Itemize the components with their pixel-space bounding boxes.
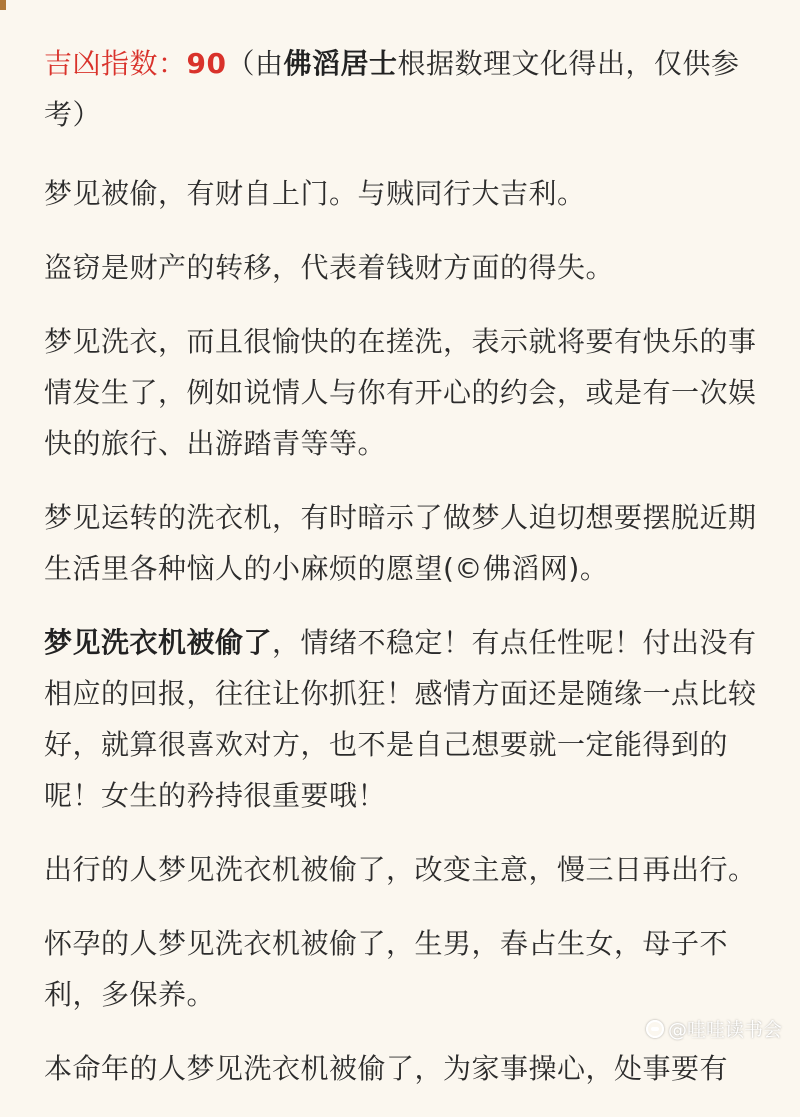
- chat-bubble-icon: [646, 1020, 664, 1038]
- source-suffix: 根据数理文化得出，仅供参考）: [44, 47, 740, 131]
- paragraph-3: 梦见洗衣，而且很愉快的在搓洗，表示就将要有快乐的事情发生了，例如说情人与你有开心的约会，或是有一次娱快的旅行、出游踏青等等。: [44, 325, 757, 460]
- left-accent-bar: [0, 0, 6, 10]
- paragraph-7: 怀孕的人梦见洗衣机被偷了，生男，春占生女，母子不利，多保养。: [44, 927, 729, 1011]
- paragraph-8: 本命年的人梦见洗衣机被偷了，为家事操心，处事要有: [44, 1052, 729, 1085]
- paragraph-1: 梦见被偷，有财自上门。与贼同行大吉利。: [44, 177, 586, 210]
- watermark: [646, 1015, 782, 1042]
- paragraph-5-text: ，情绪不稳定！有点任性呢！付出没有相应的回报，往往让你抓狂！感情方面还是随缘一点比较好，就算很喜欢对方，也不是自己想要就一定能得到的呢！女生的矜持很重要哦！: [44, 626, 757, 812]
- paragraph-5-heading: 梦见洗衣机被偷了: [44, 626, 273, 659]
- paragraph-5: [44, 617, 768, 821]
- fortune-index-label: 吉凶指数：: [44, 47, 187, 80]
- paragraph-2: 盗窃是财产的转移，代表着钱财方面的得失。: [44, 251, 615, 284]
- paragraph-4: 梦见运转的洗衣机，有时暗示了做梦人迫切想要摆脱近期生活里各种恼人的小麻烦的愿望(©佛滔网)。: [44, 501, 757, 585]
- watermark-text: @哇哇读书会: [667, 1019, 782, 1041]
- paragraph-6: 出行的人梦见洗衣机被偷了，改变主意，慢三日再出行。: [44, 853, 757, 886]
- source-name: 佛滔居士: [283, 47, 398, 80]
- fortune-index-score: 90: [186, 47, 227, 80]
- source-prefix: （由: [226, 47, 284, 80]
- article-body: [44, 38, 768, 1117]
- fortune-index-paragraph: [44, 38, 768, 140]
